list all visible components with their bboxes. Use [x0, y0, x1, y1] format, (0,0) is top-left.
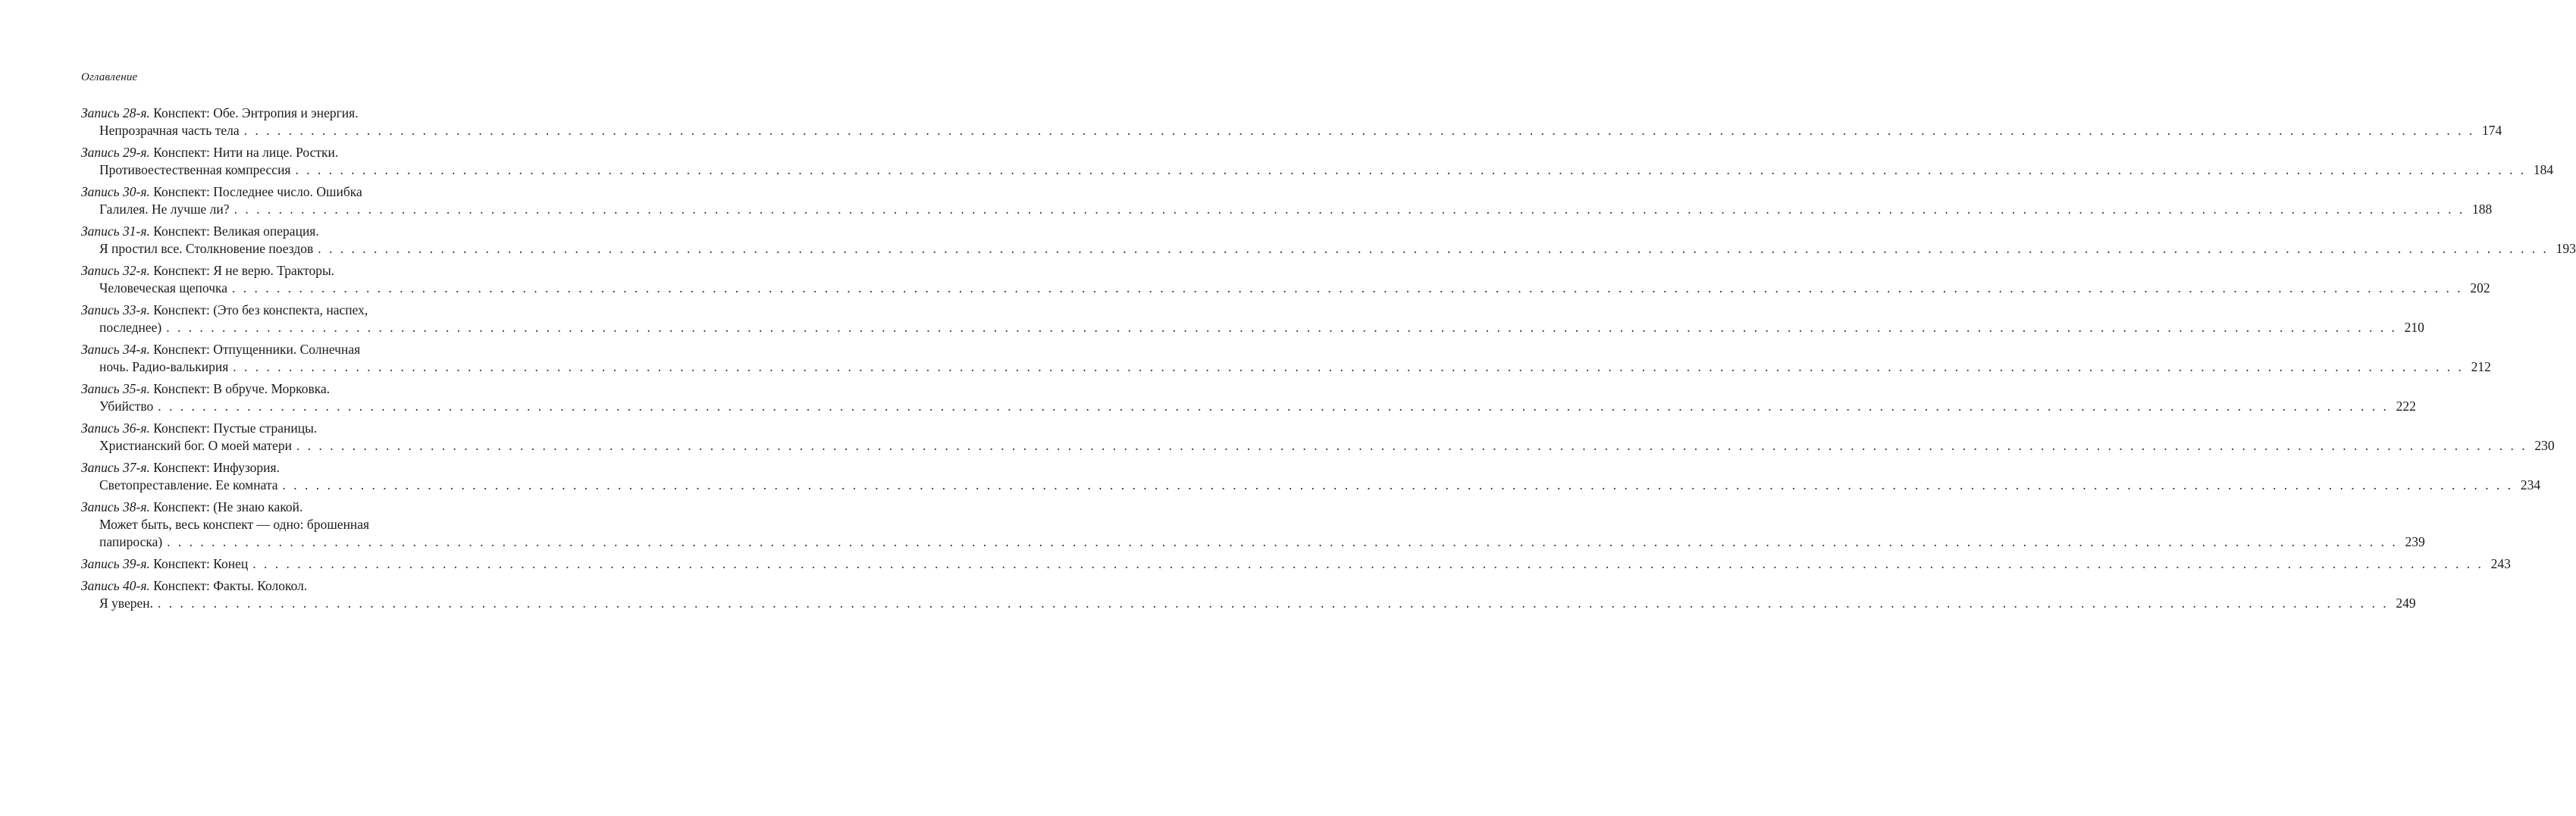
toc-entry-last-line [81, 398, 2416, 415]
entry-text: Конспект: В обруче. Морковка. [153, 381, 331, 396]
page-number: 193 [2556, 241, 2576, 256]
dot-leader: . . . . . . . . . . . . . . . . . . . . . . . . . . . . . . . . . . . . . . . . . . . . . . . . . . . . . . . . . . . . . . . . . . . . . . . . . . . . . . . . . . . . . . . . . . . . . . . . . . . . . . . . . . . . . . . . . . . . . . . . . . . . . . . . . . . . . . . . . . . . . . . . . . . . . . . . . . . . . . . . . . . . . . . . . . . . . . . . . . . . . . . . . . . . . . . . . . . . . . . . [233, 359, 2464, 374]
entry-text: Может быть, весь конспект — одно: брошенная [99, 517, 370, 532]
toc-entry-first-line [81, 105, 457, 122]
dot-leader: . . . . . . . . . . . . . . . . . . . . . . . . . . . . . . . . . . . . . . . . . . . . . . . . . . . . . . . . . . . . . . . . . . . . . . . . . . . . . . . . . . . . . . . . . . . . . . . . . . . . . . . . . . . . . . . . . . . . . . . . . . . . . . . . . . . . . . . . . . . . . . . . . . . . . . . . . . . . . . . . . . . . . . . . . . . . . . . . . . . . . . . . . . . . . . . . . . . . . . . . [166, 320, 2397, 335]
entry-text: Конспект: (Это без конспекта, наспех, [153, 302, 368, 317]
entry-text: Конспект: Великая операция. [153, 224, 319, 239]
entry-label: Запись 29-я. [81, 145, 150, 160]
page-number: 210 [2404, 320, 2424, 335]
entry-text: Конспект: Факты. Колокол. [153, 578, 308, 593]
entry-text: папироска) [99, 534, 163, 549]
toc-entry-last-line [81, 280, 2490, 297]
entry-label: Запись 32-я. [81, 263, 150, 278]
toc-entry[interactable] [81, 223, 2576, 258]
toc-entry-first-line [81, 302, 457, 319]
page-number: 174 [2482, 123, 2502, 138]
dot-leader: . . . . . . . . . . . . . . . . . . . . . . . . . . . . . . . . . . . . . . . . . . . . . . . . . . . . . . . . . . . . . . . . . . . . . . . . . . . . . . . . . . . . . . . . . . . . . . . . . . . . . . . . . . . . . . . . . . . . . . . . . . . . . . . . . . . . . . . . . . . . . . . . . . . . . . . . . . . . . . . . . . . . . . . . . . . . . . . . . . . . . . . . . . . . . . . . . . . . . . . . [282, 477, 2514, 492]
page-number: 249 [2396, 596, 2416, 611]
toc-entry-first-line [81, 341, 457, 358]
toc-entry-first-line [81, 144, 457, 161]
page-title: Оглавление [81, 71, 138, 83]
table-of-contents [81, 105, 2576, 617]
entry-text: Конспект: Нити на лице. Ростки. [153, 145, 339, 160]
toc-entry-last-line [81, 319, 2424, 336]
entry-text: ночь. Радио-валькирия [99, 359, 229, 374]
dot-leader: . . . . . . . . . . . . . . . . . . . . . . . . . . . . . . . . . . . . . . . . . . . . . . . . . . . . . . . . . . . . . . . . . . . . . . . . . . . . . . . . . . . . . . . . . . . . . . . . . . . . . . . . . . . . . . . . . . . . . . . . . . . . . . . . . . . . . . . . . . . . . . . . . . . . . . . . . . . . . . . . . . . . . . . . . . . . . . . . . . . . . . . . . . . . . . . . . . . . . . . . [295, 162, 2527, 177]
entry-text: Конспект: Обе. Энтропия и энергия. [153, 105, 359, 120]
entry-text: Конспект: (Не знаю какой. [153, 499, 303, 514]
toc-entry-last-line [81, 533, 2425, 551]
dot-leader: . . . . . . . . . . . . . . . . . . . . . . . . . . . . . . . . . . . . . . . . . . . . . . . . . . . . . . . . . . . . . . . . . . . . . . . . . . . . . . . . . . . . . . . . . . . . . . . . . . . . . . . . . . . . . . . . . . . . . . . . . . . . . . . . . . . . . . . . . . . . . . . . . . . . . . . . . . . . . . . . . . . . . . . . . . . . . . . . . . . . . . . . . . . . . . . . . . . . . . . . [243, 123, 2475, 138]
dot-leader: . . . . . . . . . . . . . . . . . . . . . . . . . . . . . . . . . . . . . . . . . . . . . . . . . . . . . . . . . . . . . . . . . . . . . . . . . . . . . . . . . . . . . . . . . . . . . . . . . . . . . . . . . . . . . . . . . . . . . . . . . . . . . . . . . . . . . . . . . . . . . . . . . . . . . . . . . . . . . . . . . . . . . . . . . . . . . . . . . . . . . . . . . . . . . . . . . . . . . . . . [158, 399, 2389, 414]
toc-entry-last-line [81, 240, 2576, 258]
entry-text: Конспект: Последнее число. Ошибка [153, 184, 362, 199]
toc-entry-last-line [81, 477, 2541, 494]
page-number: 188 [2471, 202, 2493, 217]
entry-text [81, 555, 248, 573]
page-number: 239 [2405, 534, 2425, 549]
toc-entry-last-line [81, 358, 2491, 376]
entry-label: Запись 30-я. [81, 184, 150, 199]
page-number: 243 [2490, 556, 2511, 571]
toc-entry[interactable] [81, 577, 2416, 612]
entry-text: последнее) [99, 320, 162, 335]
toc-entry[interactable] [81, 380, 2416, 415]
toc-entry-first-line [81, 499, 457, 516]
entry-text: Противоестественная компрессия [99, 162, 291, 177]
page-number: 184 [2533, 162, 2554, 177]
entry-label: Запись 33-я. [81, 302, 150, 317]
toc-entry[interactable] [81, 144, 2554, 179]
dot-leader: . . . . . . . . . . . . . . . . . . . . . . . . . . . . . . . . . . . . . . . . . . . . . . . . . . . . . . . . . . . . . . . . . . . . . . . . . . . . . . . . . . . . . . . . . . . . . . . . . . . . . . . . . . . . . . . . . . . . . . . . . . . . . . . . . . . . . . . . . . . . . . . . . . . . . . . . . . . . . . . . . . . . . . . . . . . . . . . . . . . . . . . . . . . . . . . . . . . . . . . . [157, 596, 2389, 611]
page-number: 222 [2396, 399, 2416, 414]
dot-leader: . . . . . . . . . . . . . . . . . . . . . . . . . . . . . . . . . . . . . . . . . . . . . . . . . . . . . . . . . . . . . . . . . . . . . . . . . . . . . . . . . . . . . . . . . . . . . . . . . . . . . . . . . . . . . . . . . . . . . . . . . . . . . . . . . . . . . . . . . . . . . . . . . . . . . . . . . . . . . . . . . . . . . . . . . . . . . . . . . . . . . . . . . . . . . . . . . . . . . . . . [318, 241, 2549, 256]
entry-text: Конспект: Я не верю. Тракторы. [153, 263, 335, 278]
page-number: 230 [2534, 438, 2555, 453]
entry-label: Запись 34-я. [81, 342, 150, 357]
entry-text: Светопреставление. Ее комната [99, 477, 278, 492]
dot-leader: . . . . . . . . . . . . . . . . . . . . . . . . . . . . . . . . . . . . . . . . . . . . . . . . . . . . . . . . . . . . . . . . . . . . . . . . . . . . . . . . . . . . . . . . . . . . . . . . . . . . . . . . . . . . . . . . . . . . . . . . . . . . . . . . . . . . . . . . . . . . . . . . . . . . . . . . . . . . . . . . . . . . . . . . . . . . . . . . . . . . . . . . . . . . . . . . . . . . . . . . [167, 534, 2398, 549]
entry-text: Я уверен. [99, 596, 153, 611]
entry-text: Я простил все. Столкновение поездов [99, 241, 314, 256]
toc-entry-last-line [81, 595, 2416, 612]
toc-entry[interactable] [81, 302, 2424, 336]
entry-label: Запись 28-я. [81, 105, 150, 120]
toc-entry-first-line [81, 380, 457, 398]
entry-label: Запись 36-я. [81, 421, 150, 436]
toc-entry-first-line [81, 420, 457, 437]
toc-entry-last-line [81, 437, 2555, 455]
dot-leader: . . . . . . . . . . . . . . . . . . . . . . . . . . . . . . . . . . . . . . . . . . . . . . . . . . . . . . . . . . . . . . . . . . . . . . . . . . . . . . . . . . . . . . . . . . . . . . . . . . . . . . . . . . . . . . . . . . . . . . . . . . . . . . . . . . . . . . . . . . . . . . . . . . . . . . . . . . . . . . . . . . . . . . . . . . . . . . . . . . . . . . . . . . . . . . . . . . . . . . . . [233, 202, 2465, 217]
page-number: 202 [2470, 280, 2490, 295]
toc-entry-first-line [81, 223, 457, 240]
toc-entry-last-line [81, 122, 2502, 139]
entry-label: Запись 40-я. [81, 578, 150, 593]
toc-entry-last-line [81, 161, 2554, 179]
toc-entry-first-line [81, 577, 457, 595]
page-number: 234 [2520, 477, 2541, 492]
toc-entry[interactable] [81, 420, 2555, 455]
entry-label: Запись 37-я. [81, 460, 150, 475]
toc-entry[interactable] [81, 105, 2502, 139]
entry-label: Запись 31-я. [81, 224, 150, 239]
entry-text: Галилея. Не лучше ли? [99, 202, 230, 217]
toc-entry-first-line [81, 183, 457, 201]
toc-entry[interactable] [81, 262, 2490, 297]
dot-leader: . . . . . . . . . . . . . . . . . . . . . . . . . . . . . . . . . . . . . . . . . . . . . . . . . . . . . . . . . . . . . . . . . . . . . . . . . . . . . . . . . . . . . . . . . . . . . . . . . . . . . . . . . . . . . . . . . . . . . . . . . . . . . . . . . . . . . . . . . . . . . . . . . . . . . . . . . . . . . . . . . . . . . . . . . . . . . . . . . . . . . . . . . . . . . . . . . . . . . . . . [296, 438, 2527, 453]
entry-label: Запись 38-я. [81, 499, 150, 514]
toc-entry-first-line [81, 262, 457, 280]
dot-leader: . . . . . . . . . . . . . . . . . . . . . . . . . . . . . . . . . . . . . . . . . . . . . . . . . . . . . . . . . . . . . . . . . . . . . . . . . . . . . . . . . . . . . . . . . . . . . . . . . . . . . . . . . . . . . . . . . . . . . . . . . . . . . . . . . . . . . . . . . . . . . . . . . . . . . . . . . . . . . . . . . . . . . . . . . . . . . . . . . . . . . . . . . . . . . . . . . . . . . . . . [232, 280, 2463, 295]
entry-label: Запись 39-я. [81, 556, 150, 571]
entry-text: Конспект: Пустые страницы. [153, 421, 318, 436]
entry-text: Христианский бог. О моей матери [99, 438, 293, 453]
entry-text: Конспект: Инфузория. [153, 460, 280, 475]
toc-entry[interactable] [81, 459, 2541, 494]
entry-text: Конспект: Отпущенники. Солнечная [153, 342, 361, 357]
toc-entry-last-line [81, 555, 2511, 573]
entry-text: Убийство [99, 399, 154, 414]
toc-entry[interactable] [81, 183, 2493, 218]
entry-text: Конспект: Конец [153, 556, 249, 571]
toc-entry-first-line [81, 459, 457, 477]
entry-text: Человеческая щепочка [99, 280, 228, 295]
toc-entry[interactable] [81, 499, 2425, 551]
toc-entry-last-line [81, 201, 2493, 218]
entry-label: Запись 35-я. [81, 381, 150, 396]
toc-entry[interactable] [81, 555, 2511, 573]
dot-leader: . . . . . . . . . . . . . . . . . . . . . . . . . . . . . . . . . . . . . . . . . . . . . . . . . . . . . . . . . . . . . . . . . . . . . . . . . . . . . . . . . . . . . . . . . . . . . . . . . . . . . . . . . . . . . . . . . . . . . . . . . . . . . . . . . . . . . . . . . . . . . . . . . . . . . . . . . . . . . . . . . . . . . . . . . . . . . . . . . . . . . . . . . . . . . . . . . . . . . . . . [252, 556, 2484, 571]
page-number: 212 [2471, 359, 2491, 374]
toc-entry[interactable] [81, 341, 2491, 376]
entry-text: Непрозрачная часть тела [99, 123, 240, 138]
